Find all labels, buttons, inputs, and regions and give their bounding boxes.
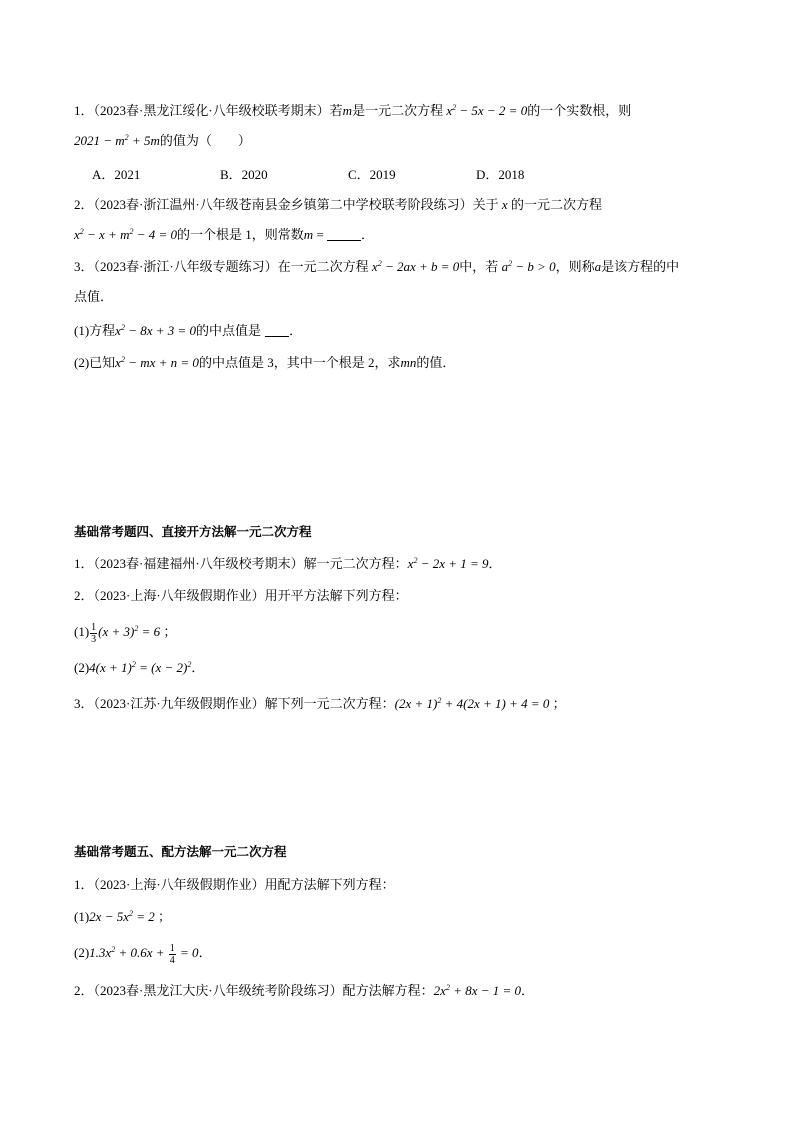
- question-3-source: 3．（2023春·浙江·八年级专题练习）在一元二次方程: [74, 259, 369, 274]
- question-2-text: 的一元二次方程: [510, 197, 602, 212]
- question-2-line-2: $x^2 - x + m^2 - 4 = 0$的一个根是 1，则常数m = ．: [74, 227, 375, 242]
- question-2-source: 2．（2023春·浙江温州·八年级苍南县金乡镇第二中学校联考阶段练习）关于: [74, 197, 499, 212]
- equation-s4-q3: $(2x + 1)^2 + 4(2x + 1) + 4 = 0$: [394, 696, 550, 711]
- var-m-2: m: [303, 227, 314, 242]
- equation-s4-sub-2: $4(x + 1)^2 = (x - 2)^2$: [89, 660, 192, 675]
- s4-q1-text: 1．（2023春·福建福州·八年级校考期末）解一元二次方程：: [74, 556, 408, 571]
- question-1-options: [92, 164, 612, 183]
- equation-q1: $x^2 - 5x - 2 = 0$: [446, 103, 528, 118]
- question-1-line-2: [74, 132, 251, 150]
- option-a[interactable]: A．2021: [92, 167, 141, 182]
- question-3-text: 中，若: [459, 259, 499, 274]
- question-3-sub-1: (1)方程$x^2 - 8x + 3 = 0$的中点值是 ．: [74, 323, 303, 338]
- section-4-heading: 基础常考题四、直接开方法解一元二次方程: [74, 525, 312, 539]
- sub-2-text: 的中点值是 3，其中一个根是 2，求: [198, 355, 401, 370]
- condition-q3: $a^2 - b > 0$: [501, 259, 556, 274]
- question-1-source: 1．（2023春·黑龙江绥化·八年级校联考期末）若: [74, 103, 343, 118]
- question-3-text-4: 点值．: [74, 289, 114, 304]
- sub-2-label: (2)已知: [74, 355, 116, 370]
- s4-question-2-sub-1: (1) $\frac{1}{3}$ $(x + 3)^2 = 6$ ；: [74, 621, 177, 645]
- question-3-text-3: 是该方程的中: [601, 259, 680, 274]
- question-1-prompt: 的值为（ ）: [159, 133, 251, 148]
- equation-sub-1: $x^2 - 8x + 3 = 0$: [115, 323, 197, 338]
- option-d[interactable]: D．2018: [476, 167, 525, 182]
- question-1-text-2: 的一个实数根，则: [527, 103, 632, 118]
- sub-1-text: 的中点值是: [196, 323, 262, 338]
- answer-blank-q2[interactable]: [327, 228, 361, 241]
- equation-s5-q2: $2x^2 + 8x - 1 = 0$: [433, 983, 522, 998]
- sub-2-text-2: 的值．: [416, 355, 456, 370]
- var-mn: mn: [400, 355, 417, 370]
- s5-question-1: [74, 876, 395, 894]
- fraction-one-third: $\frac{1}{3}$: [91, 621, 97, 645]
- equation-sub-2: $x^2$ − mx + n = 0: [115, 355, 199, 370]
- s5-question-1-sub-2: $(2)1.3x^2 + 0.6x$ + $\frac{1}{4}$ = 0．: [74, 942, 212, 966]
- var-a: a: [594, 259, 602, 274]
- equation-q2: $x^2 - x + m^2 - 4 = 0$: [74, 227, 178, 242]
- s5-question-2: 2．（2023春·黑龙江大庆·八年级统考阶段练习）配方法解方程：$2x^2 + 8x - 1 = 0$．: [74, 983, 535, 998]
- s5-q2-text: 2．（2023春·黑龙江大庆·八年级统考阶段练习）配方法解方程：: [74, 983, 434, 998]
- s4-question-3: 3．（2023·江苏·九年级假期作业）解下列一元二次方程：$(2x + 1)^2 + 4(2x + 1) + 4 = 0$ ；: [74, 696, 566, 711]
- equation-s4-sub-1: $(x + 3)^2 = 6$: [98, 624, 161, 639]
- question-2-text-2: 的一个根是 1，则常数: [177, 227, 304, 242]
- s5-q1-text: 1．（2023·上海·八年级假期作业）用配方法解下列方程：: [74, 877, 395, 892]
- sub-1-label: (1)方程: [74, 323, 116, 338]
- option-b[interactable]: B．2020: [220, 167, 268, 182]
- question-1-text: 是一元二次方程: [352, 103, 444, 118]
- equation-s4-q1: $x^2 - 2x + 1 = 9$: [407, 556, 489, 571]
- var-x: x: [498, 197, 511, 212]
- answer-blank-sub-1[interactable]: [265, 324, 289, 337]
- expression-q1: $2021 - m^2 + 5m$: [74, 133, 160, 148]
- s4-question-1: 1．（2023春·福建福州·八年级校考期末）解一元二次方程：$x^2 - 2x + 1 = 9$．: [74, 556, 502, 571]
- question-3-line-2: [74, 288, 113, 306]
- equation-s5-sub-2: $1.3x^2 + 0.6x$ +: [89, 945, 168, 960]
- section-5-heading: 基础常考题五、配方法解一元二次方程: [74, 845, 287, 859]
- question-3-line-1: [74, 258, 679, 276]
- option-c[interactable]: C．2019: [348, 167, 396, 182]
- s4-q2-text: 2．（2023·上海·八年级假期作业）用开平方法解下列方程：: [74, 588, 408, 603]
- equation-q3: $x^2 - 2ax + b = 0$: [371, 259, 460, 274]
- equation-s5-sub-1: $2x - 5x^2 = 2$: [89, 909, 155, 924]
- equation-s5-sub-2-tail: = 0: [176, 945, 199, 960]
- fraction-one-quarter: $\frac{1}{4}$: [169, 942, 175, 966]
- s5-question-1-sub-1: $(1)2x - 5x^2 = 2$ ；: [74, 909, 172, 924]
- question-2-line-1: [74, 196, 602, 214]
- var-m: m: [342, 103, 353, 118]
- s4-question-2: [74, 587, 408, 605]
- question-1-line-1: [74, 102, 631, 120]
- s4-q3-text: 3．（2023·江苏·九年级假期作业）解下列一元二次方程：: [74, 696, 395, 711]
- question-3-text-2: ，则称: [555, 259, 595, 274]
- question-3-sub-2: [74, 354, 455, 372]
- s4-question-2-sub-2: $(2)4(x + 1)^2 = (x - 2)^2$．: [74, 660, 205, 675]
